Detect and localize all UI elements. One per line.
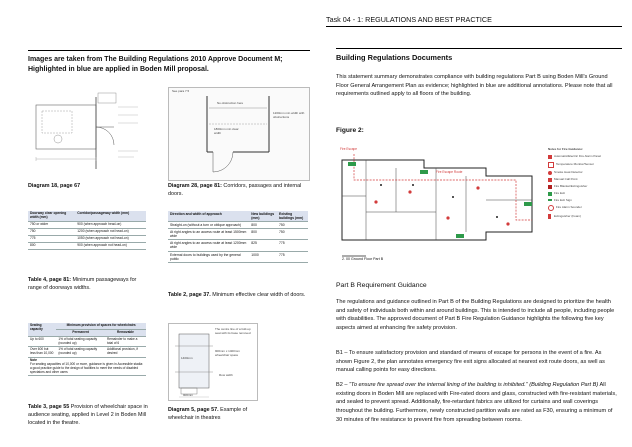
table-4-header: Corridor/passageway width (mm) xyxy=(75,211,146,221)
diagram-5-label-space: 900mm x 1400mm wheelchair space xyxy=(215,349,240,357)
legend-item xyxy=(548,192,620,196)
table-cell: 775 xyxy=(277,240,308,251)
legend-item xyxy=(548,162,620,168)
intro-paragraph: This statement summary demonstrates compliance with building regulations Part B using Boden Mill's Ground Floor General Arrangement Plan as evidence; highlighted in blue are additional annotations. Please note that all requirements outlined apply to all floors of the building. xyxy=(336,74,613,98)
table-row xyxy=(28,228,146,235)
table-cell: 825 xyxy=(249,240,277,251)
table-cell: 1% of total seating capacity (rounded up) xyxy=(56,336,105,347)
table-cell: 750 xyxy=(277,222,308,229)
table-row xyxy=(168,229,308,240)
b2-lead: B2 – xyxy=(336,382,350,388)
table-3-header: Seating capacity xyxy=(28,323,56,336)
table-3-note-title: Note xyxy=(30,358,38,363)
table-row xyxy=(168,251,308,262)
left-intro xyxy=(28,55,308,75)
table-2-caption-bold: Table 2, page 37. xyxy=(168,292,211,298)
table-row xyxy=(28,336,146,347)
left-title-rule xyxy=(28,50,310,51)
table-cell: 1050 (when approach not head-on) xyxy=(75,235,146,242)
table-4-header: Doorway clear opening width (mm) xyxy=(28,211,75,221)
table-cell: 775 xyxy=(277,251,308,262)
table-cell: 900 (when approach head-on) xyxy=(75,221,146,228)
table-2-header: Direction and width of approach xyxy=(168,211,249,222)
b2-rest: All existing doors in Boden Mill are replaced with Fire-rated doors and glass, constructed with fire-resistant materials, and sealed to prevent spread. Additionally, fire-retardant fabrics are utilized for curtains and wall coverings throughout the building. Furthermore, newly constructed partition walls are rated as F30, ensuring a minimum of 30 minutes of fire resistance to prevent fire from spreading between rooms. xyxy=(336,382,617,423)
table-2-header: New buildings (mm) xyxy=(249,211,277,222)
table-cell: 750 xyxy=(277,229,308,240)
diagram-5-label-note: The centre line of a fold-up seat with its base removed xyxy=(215,327,251,335)
legend-item xyxy=(548,178,620,182)
diagram-5 xyxy=(168,323,258,401)
table-row xyxy=(28,221,146,228)
plan-title: 2. 00 Ground Floor Part B xyxy=(342,257,384,261)
table-row xyxy=(168,222,308,229)
plan-legend xyxy=(548,148,620,222)
plan-legend-title: Notes for Fire Guidance: xyxy=(548,147,584,151)
table-cell: 1200 (when approach not head-on) xyxy=(75,228,146,235)
legend-item-label: Fire Exit xyxy=(554,190,566,195)
legend-item xyxy=(548,214,620,219)
legend-item xyxy=(548,171,620,175)
table-row xyxy=(28,242,146,249)
figure-2-label: Figure 2: xyxy=(336,127,364,134)
table-4 xyxy=(28,211,146,250)
table-cell: Additional provision, if desired xyxy=(105,347,146,358)
diagram-5-drawing xyxy=(169,324,257,400)
table-cell: 750 xyxy=(28,228,75,235)
diagram-18 xyxy=(28,87,146,179)
table-cell: Over 600 but less than 10,000 xyxy=(28,347,56,358)
table-2 xyxy=(168,211,308,263)
table-cell: 775 xyxy=(28,235,75,242)
table-3-caption xyxy=(28,404,156,427)
table-3-subheader: Removable xyxy=(105,329,146,336)
diagram-28-caption xyxy=(168,183,308,199)
table-cell: 1% of total seating capacity (rounded up) xyxy=(56,347,105,358)
table-3-caption-rest: Provision of wheelchair space in audience seating, applied in Level 2 in Boden Mill located in the theatre. xyxy=(28,404,148,426)
legend-item-label: Smoke Heat Detector xyxy=(554,169,583,174)
legend-item xyxy=(548,205,620,211)
guidance-paragraph-b2 xyxy=(336,381,618,424)
diagram-5-caption-bold: Diagram 5, page 57. xyxy=(168,407,219,413)
diagram-28-label-left: 1800mm min clear width xyxy=(214,127,239,135)
guidance-paragraph-b1: B1 – To ensure satisfactory provision and standard of means of escape for persons in the event of a fire. As shown Figure 2, the plan annotates emergency fire exit signs allocated at nearest exit route doors, as well as manual calling points for easy directions. xyxy=(336,350,605,374)
legend-item-label: Manual Call Point xyxy=(554,176,578,181)
b2-quote: “To ensure fire spread over the internal lining of the building is inhibited.” (Building Regulation Part B) xyxy=(349,382,599,388)
legend-item xyxy=(548,199,620,203)
table-cell: 900 (when approach not head-on) xyxy=(75,242,146,249)
guidance-title: Part B Requirement Guidance xyxy=(336,282,427,289)
table-cell: Straight-on (without a turn or oblique approach) xyxy=(168,222,249,229)
diagram-28-caption-rest: Corridors, passages and internal doors. xyxy=(168,183,302,197)
table-cell: External doors to buildings used by the general public xyxy=(168,251,249,262)
legend-item-label: Fire Exit Sign xyxy=(554,197,572,202)
table-3-subheader: Permanent xyxy=(56,329,105,336)
table-2-caption xyxy=(168,292,308,300)
guidance-paragraph-1: The regulations and guidance outlined in Part B of the Building Regulations are designed to prioritize the health and safety of individuals both within and around buildings. This is intended to include all people, including people with disabilities. The approved document of Part B Fire Regulation Guidance highlights the following five key aspects aimed at enhancing fire safety provision. xyxy=(336,299,615,331)
table-2-header: Existing buildings (mm) xyxy=(277,211,308,222)
header-rule xyxy=(326,26,622,27)
diagram-28-label-top: See para 7.5 xyxy=(172,89,190,93)
legend-item xyxy=(548,155,620,159)
diagram-18-caption: Diagram 18, page 67 xyxy=(28,183,81,189)
diagram-28 xyxy=(168,87,310,181)
page-header-title: Task 04 - 1: REGULATIONS AND BEST PRACTICE xyxy=(326,15,492,24)
section-title: Building Regulations Documents xyxy=(336,53,453,62)
table-cell: Remainder to make a total of 6 xyxy=(105,336,146,347)
table-row xyxy=(28,235,146,242)
floor-plan-figure xyxy=(336,140,622,268)
table-cell: At right angles to an access route at least 1200mm wide xyxy=(168,240,249,251)
table-2-caption-rest: Minimum effective clear width of doors. xyxy=(210,292,306,298)
table-cell: 800 xyxy=(249,222,277,229)
table-cell: 800 xyxy=(249,229,277,240)
legend-item-label: Temperature Monitor/Sensor xyxy=(556,161,595,166)
table-3-note xyxy=(28,358,146,376)
diagram-28-label-mid: No obstruction here xyxy=(217,101,244,105)
table-cell: Up to 600 xyxy=(28,336,56,347)
left-intro-line-2: Highlighted in blue are applied in Boden Mill proposal. xyxy=(28,66,209,74)
diagram-28-label-right: 1200mm min width with obstructions xyxy=(273,111,305,119)
legend-item xyxy=(548,185,620,189)
legend-item-label: Automatic/Electric Fire Alarm Panel xyxy=(554,153,602,158)
legend-item-label: Fire Blanket/Extinguisher xyxy=(554,183,588,188)
plan-label-fire-escape: Fire Escape xyxy=(340,147,358,151)
table-cell: 800 xyxy=(28,242,75,249)
table-4-caption-bold: Table 4, page 81: xyxy=(28,277,72,283)
diagram-5-caption xyxy=(168,407,272,423)
diagram-5-caption-rest: Example of wheelchair in theatres xyxy=(168,407,248,421)
table-4-caption xyxy=(28,277,150,293)
diagram-5-label-row: Row width xyxy=(219,373,233,377)
table-cell: 750 or wider xyxy=(28,221,75,228)
table-row xyxy=(168,240,308,251)
table-3 xyxy=(28,323,146,376)
legend-item-label: Fire Alarm Sounder xyxy=(556,205,582,210)
table-cell: At right angles to an access route at least 1500mm wide xyxy=(168,229,249,240)
table-3-header: Minimum provision of spaces for wheelchairs xyxy=(56,323,146,329)
table-3-caption-bold: Table 3, page 55 xyxy=(28,404,70,410)
legend-item-label: Extinguisher (Foam) xyxy=(554,213,582,218)
table-cell: 1000 xyxy=(249,251,277,262)
table-row xyxy=(28,347,146,358)
right-title-rule xyxy=(336,48,622,49)
diagram-18-drawing xyxy=(28,87,146,179)
left-intro-line-1: Images are taken from The Building Regulations 2010 Approve Document M; xyxy=(28,56,283,63)
plan-label-escape-route: Fire Escape Route xyxy=(436,170,463,174)
diagram-28-caption-bold: Diagram 28, page 81: xyxy=(168,183,222,189)
table-3-note-text: For seating capacities of 10,000 or more, guidance is given in Accessible stadia: a good practice guide to the design of facilities to meet the needs of disabled spectators and other users xyxy=(30,361,144,374)
diagram-5-label-dim1: 1400mm xyxy=(181,356,193,360)
table-4-caption-rest: Minimum passageways for range of doorways widths. xyxy=(28,277,137,291)
diagram-5-label-dim2: 900mm xyxy=(183,393,194,397)
